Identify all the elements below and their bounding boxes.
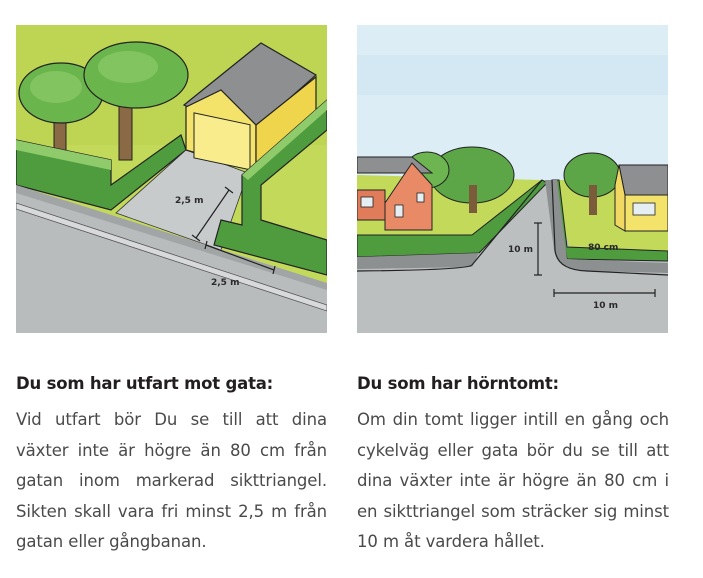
driveway-illustration	[16, 25, 327, 333]
driveway-section	[16, 372, 327, 558]
corner-lot-illustration	[357, 25, 668, 333]
label-street-length: 2,5 m	[211, 278, 240, 288]
corner-lot-heading: Du som har hörntomt:	[357, 374, 559, 393]
driveway-heading: Du som har utfart mot gata:	[16, 374, 274, 393]
yellow-house	[615, 165, 668, 231]
driveway-scene	[16, 25, 327, 333]
label-max-height: 80 cm	[588, 243, 619, 253]
brick-house	[357, 157, 432, 230]
label-horizontal-10m: 10 m	[593, 301, 619, 311]
label-driveway-depth: 2,5 m	[175, 196, 204, 206]
corner-lot-scene	[357, 25, 668, 333]
corner-lot-section	[357, 372, 669, 558]
driveway-body: Vid utfart bör Du se till att dina växter inte är högre än 80 cm från gatan inom markerad sikttriangel. Sikten skall vara fri minst 2,5 m från gatan eller gångbanan.	[16, 410, 327, 551]
corner-lot-body: Om din tomt ligger intill en gång och cykelväg eller gata bör du se till att dina växter inte är högre än 80 cm i en sikttriangel som sträcker sig minst 10 m åt vardera hållet.	[357, 410, 669, 551]
label-vertical-10m: 10 m	[508, 245, 534, 255]
